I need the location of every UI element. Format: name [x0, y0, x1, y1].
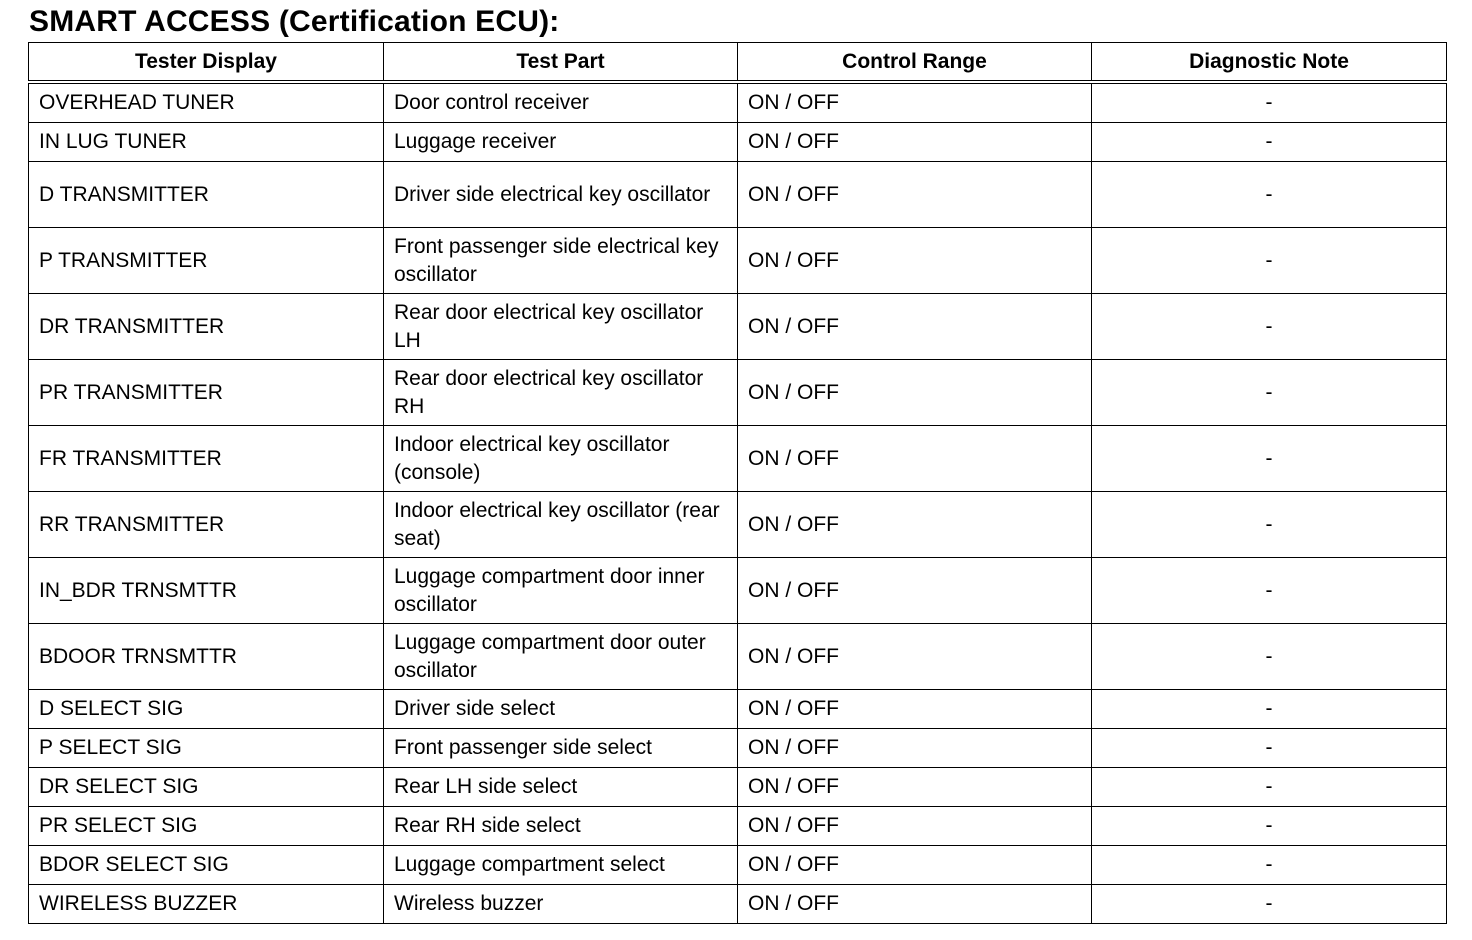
table-row	[29, 885, 1447, 924]
tester-display-cell: RR TRANSMITTER	[29, 492, 384, 558]
table-row	[29, 294, 1447, 360]
control-range-cell: ON / OFF	[738, 558, 1092, 624]
tester-display-cell: IN_BDR TRNSMTTR	[29, 558, 384, 624]
tester-display-cell: BDOR SELECT SIG	[29, 846, 384, 885]
diagnostic-note-cell: -	[1092, 360, 1447, 426]
diagnostic-note-cell: -	[1092, 729, 1447, 768]
test-part-cell: Front passenger side electrical key oscillator	[384, 228, 738, 294]
table-row	[29, 768, 1447, 807]
page-title: SMART ACCESS (Certification ECU):	[29, 5, 560, 38]
diagnostic-note-cell: -	[1092, 885, 1447, 924]
tester-display-cell: D SELECT SIG	[29, 690, 384, 729]
tester-display-cell: BDOOR TRNSMTTR	[29, 624, 384, 690]
diagnostic-note-cell: -	[1092, 162, 1447, 228]
control-range-cell: ON / OFF	[738, 885, 1092, 924]
control-range-cell: ON / OFF	[738, 690, 1092, 729]
tester-display-cell: FR TRANSMITTER	[29, 426, 384, 492]
test-part-cell: Luggage compartment door outer oscillator	[384, 624, 738, 690]
tester-display-cell: P SELECT SIG	[29, 729, 384, 768]
diagnostic-note-cell: -	[1092, 123, 1447, 162]
test-part-cell: Luggage compartment door inner oscillator	[384, 558, 738, 624]
test-part-cell: Driver side electrical key oscillator	[384, 162, 738, 228]
tester-display-cell: P TRANSMITTER	[29, 228, 384, 294]
diagnostic-note-cell: -	[1092, 492, 1447, 558]
header-diagnostic-note: Diagnostic Note	[1092, 43, 1447, 83]
diagnostic-note-cell: -	[1092, 690, 1447, 729]
header-control-range: Control Range	[738, 43, 1092, 83]
diagnostic-note-cell: -	[1092, 846, 1447, 885]
control-range-cell: ON / OFF	[738, 768, 1092, 807]
table-row	[29, 624, 1447, 690]
test-part-cell: Luggage compartment select	[384, 846, 738, 885]
tester-display-cell: IN LUG TUNER	[29, 123, 384, 162]
control-range-cell: ON / OFF	[738, 82, 1092, 123]
header-test-part: Test Part	[384, 43, 738, 83]
diagnostic-note-cell: -	[1092, 82, 1447, 123]
control-range-cell: ON / OFF	[738, 729, 1092, 768]
control-range-cell: ON / OFF	[738, 624, 1092, 690]
test-part-cell: Driver side select	[384, 690, 738, 729]
control-range-cell: ON / OFF	[738, 846, 1092, 885]
table-row	[29, 807, 1447, 846]
test-part-cell: Luggage receiver	[384, 123, 738, 162]
test-part-cell: Front passenger side select	[384, 729, 738, 768]
diagnostic-note-cell: -	[1092, 426, 1447, 492]
test-part-cell: Indoor electrical key oscillator (rear seat)	[384, 492, 738, 558]
table-row	[29, 162, 1447, 228]
tester-display-cell: DR SELECT SIG	[29, 768, 384, 807]
control-range-cell: ON / OFF	[738, 360, 1092, 426]
table-row	[29, 360, 1447, 426]
diagnostic-note-cell: -	[1092, 807, 1447, 846]
table-row	[29, 228, 1447, 294]
table-row	[29, 690, 1447, 729]
tester-display-cell: DR TRANSMITTER	[29, 294, 384, 360]
table-row	[29, 426, 1447, 492]
test-part-cell: Rear door electrical key oscillator LH	[384, 294, 738, 360]
tester-display-cell: D TRANSMITTER	[29, 162, 384, 228]
control-range-cell: ON / OFF	[738, 123, 1092, 162]
control-range-cell: ON / OFF	[738, 492, 1092, 558]
test-part-cell: Rear RH side select	[384, 807, 738, 846]
diagnostic-note-cell: -	[1092, 768, 1447, 807]
table-row	[29, 729, 1447, 768]
table-row	[29, 846, 1447, 885]
table-row	[29, 492, 1447, 558]
control-range-cell: ON / OFF	[738, 426, 1092, 492]
tester-display-cell: PR SELECT SIG	[29, 807, 384, 846]
tester-display-cell: OVERHEAD TUNER	[29, 82, 384, 123]
control-range-cell: ON / OFF	[738, 807, 1092, 846]
data-list-table	[28, 42, 1447, 924]
diagnostic-note-cell: -	[1092, 624, 1447, 690]
test-part-cell: Rear LH side select	[384, 768, 738, 807]
header-tester-display: Tester Display	[29, 43, 384, 83]
tester-display-cell: PR TRANSMITTER	[29, 360, 384, 426]
control-range-cell: ON / OFF	[738, 294, 1092, 360]
control-range-cell: ON / OFF	[738, 162, 1092, 228]
table-row	[29, 82, 1447, 123]
test-part-cell: Door control receiver	[384, 82, 738, 123]
table-row	[29, 558, 1447, 624]
test-part-cell: Rear door electrical key oscillator RH	[384, 360, 738, 426]
tester-display-cell: WIRELESS BUZZER	[29, 885, 384, 924]
test-part-cell: Indoor electrical key oscillator (console)	[384, 426, 738, 492]
diagnostic-note-cell: -	[1092, 558, 1447, 624]
test-part-cell: Wireless buzzer	[384, 885, 738, 924]
diagnostic-note-cell: -	[1092, 294, 1447, 360]
control-range-cell: ON / OFF	[738, 228, 1092, 294]
table-header-row	[29, 43, 1447, 83]
diagnostic-note-cell: -	[1092, 228, 1447, 294]
table-row	[29, 123, 1447, 162]
